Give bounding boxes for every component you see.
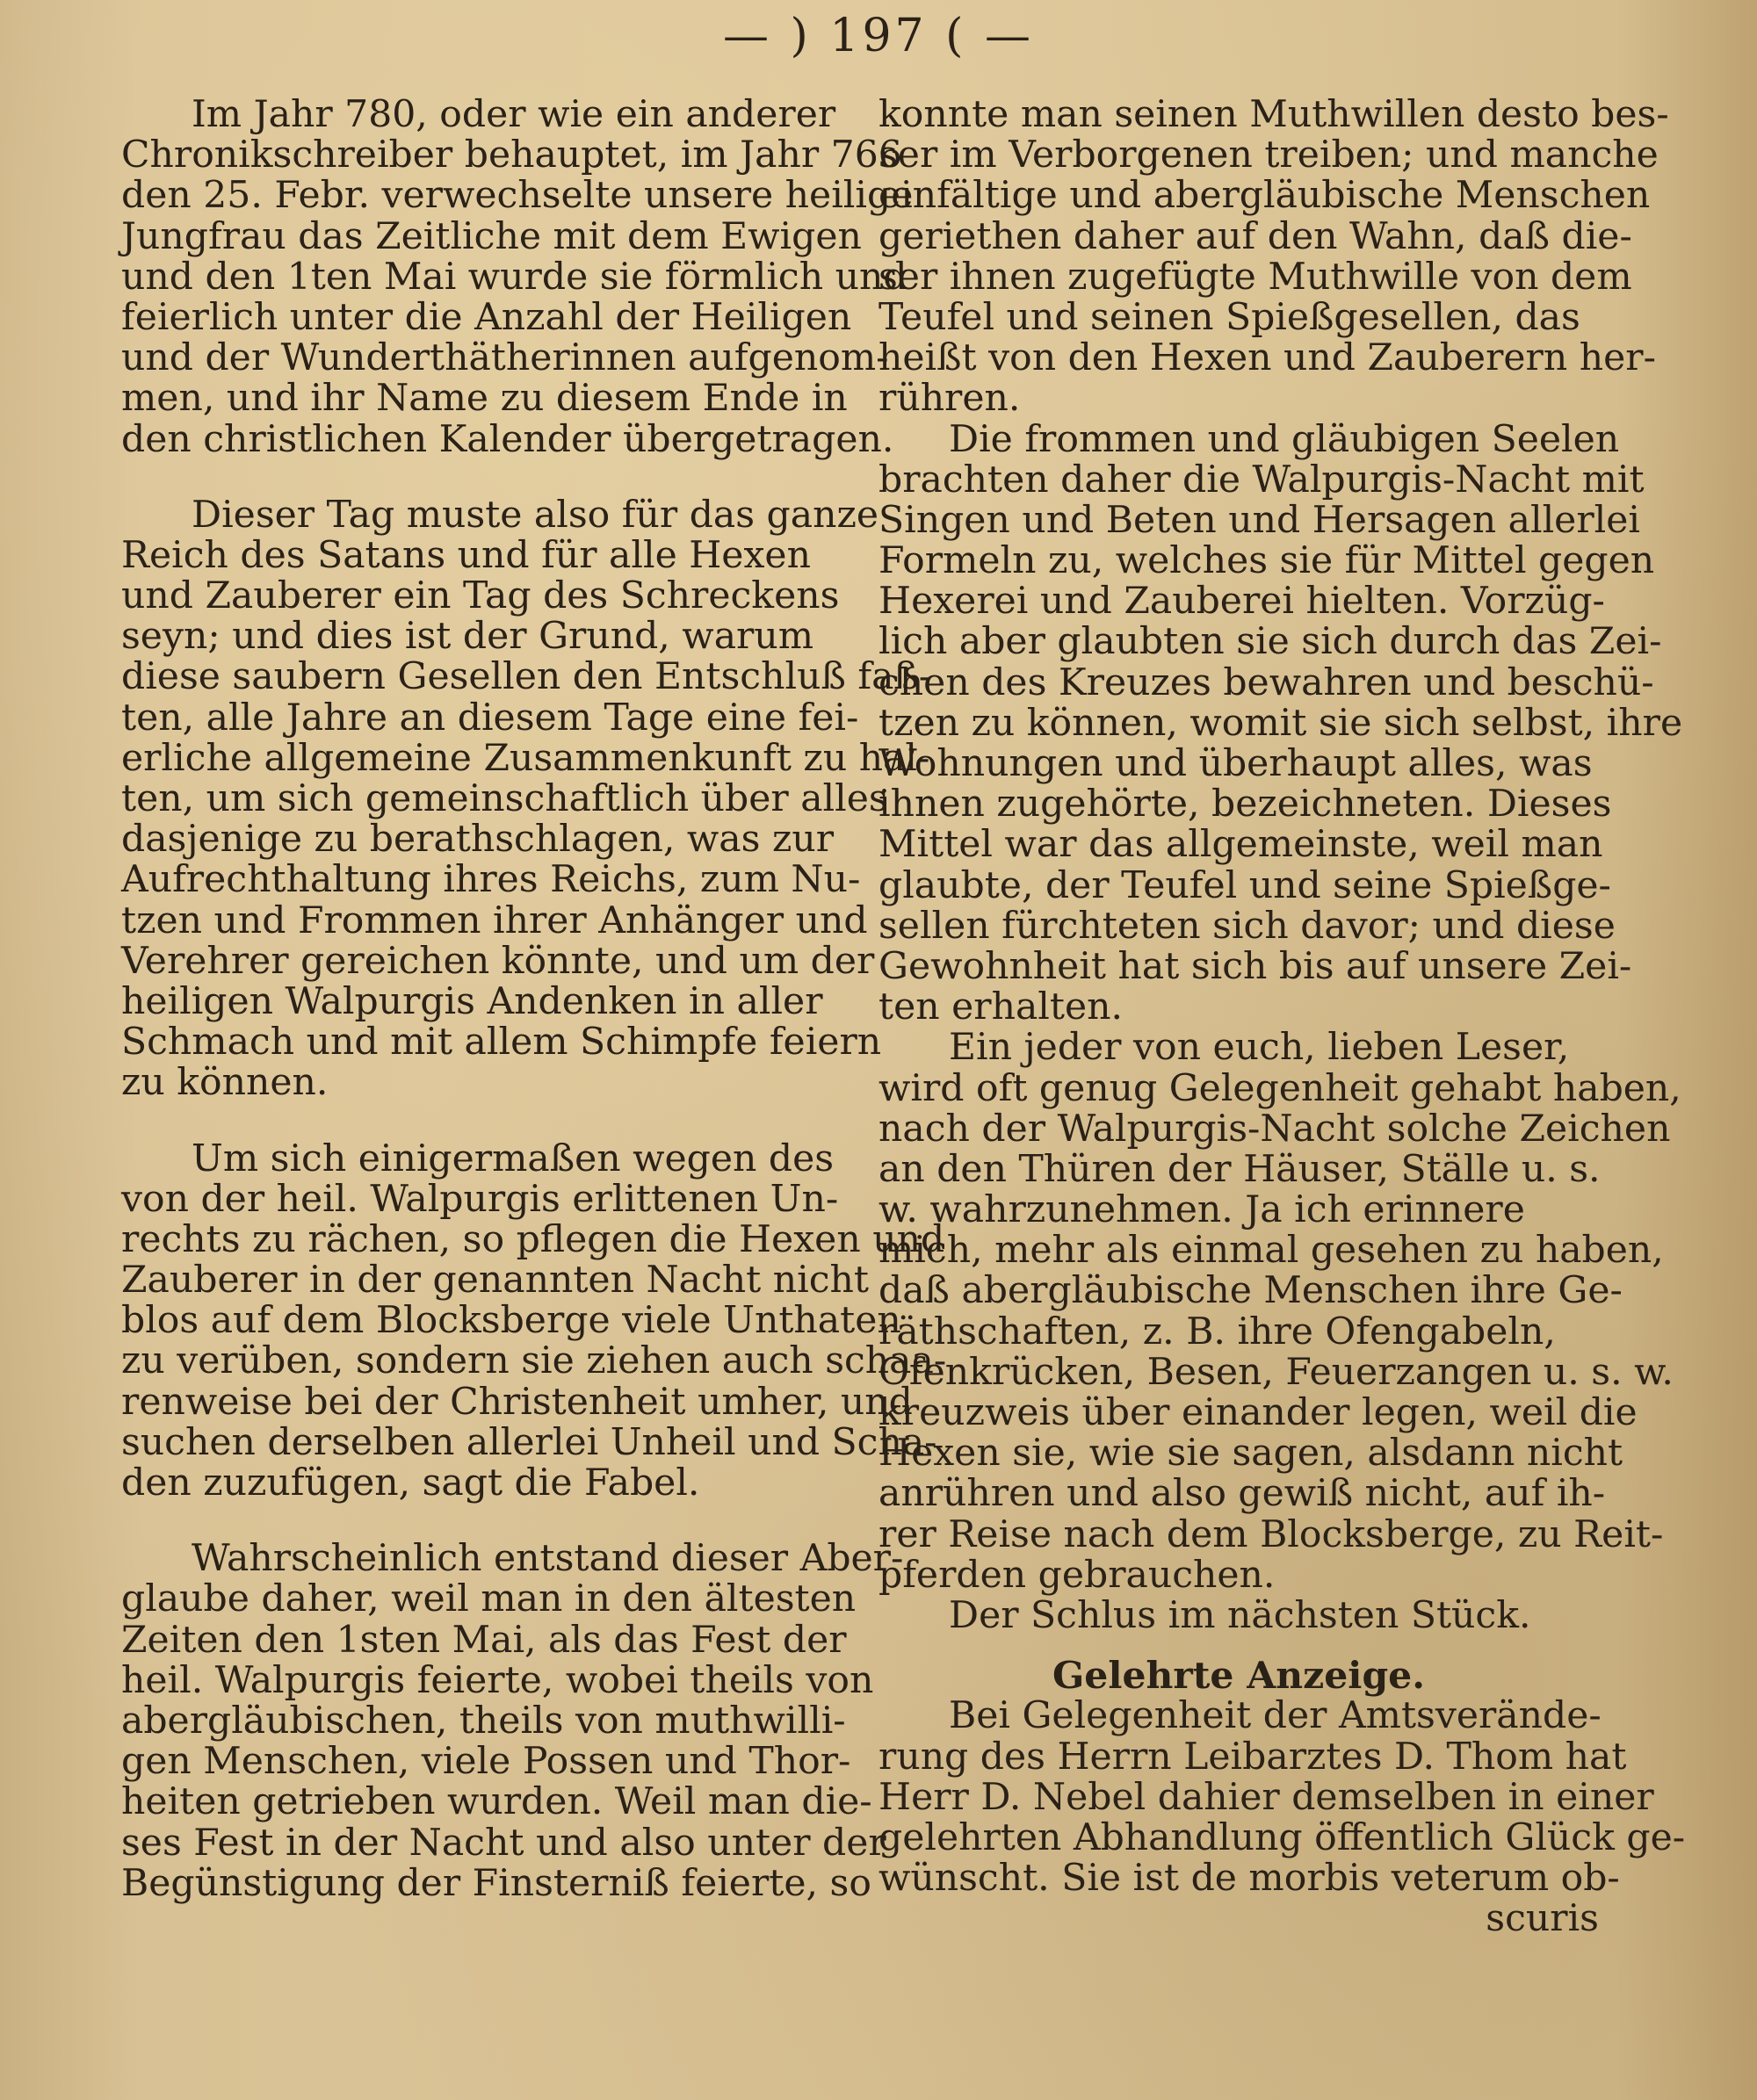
left-column (121, 93, 947, 1905)
right-column (878, 93, 1686, 1941)
text-line: Hexerei und Zauberei hielten. Vorzüg- (878, 580, 1605, 624)
continuation-note: Der Schlus im nächsten Stück. (949, 1593, 1531, 1637)
text-line: räthschaften, z. B. ihre Ofengabeln, (878, 1310, 1556, 1353)
text-line: blos auf dem Blocksberge viele Unthaten (121, 1299, 901, 1343)
text-line: Ein jeder von euch, lieben Leser, (949, 1026, 1570, 1070)
text-line: sellen fürchteten sich davor; und diese (878, 904, 1616, 948)
text-line: rung des Herrn Leibarztes D. Thom hat (878, 1735, 1627, 1779)
text-line: daß abergläubische Menschen ihre Ge- (878, 1269, 1623, 1313)
text-line: rer Reise nach dem Blocksberge, zu Reit- (878, 1512, 1664, 1556)
text-line: Formeln zu, welches sie für Mittel gegen (878, 539, 1655, 583)
paragraph (121, 493, 932, 1105)
text-line: Im Jahr 780, oder wie ein anderer (192, 93, 836, 136)
text-line: und Zauberer ein Tag des Schreckens (121, 574, 840, 618)
text-line: Mittel war das allgemeinste, weil man (878, 823, 1603, 867)
text-line: zu können. (121, 1061, 329, 1105)
notice-paragraph (878, 1694, 1686, 1941)
text-line: Hexen sie, wie sie sagen, alsdann nicht (878, 1432, 1623, 1476)
page-number-header: — ) 197 ( — (723, 10, 1034, 62)
text-line: kreuzweis über einander legen, weil die (878, 1391, 1638, 1434)
text-line: an den Thüren der Häuser, Ställe u. s. (878, 1147, 1601, 1191)
text-line: heiten getrieben wurden. Weil man die- (121, 1780, 872, 1824)
paragraph (121, 1537, 904, 1905)
text-line: wünscht. Sie ist de morbis veterum ob- (878, 1857, 1620, 1901)
text-line: Verehrer gereichen könnte, und um der (121, 939, 875, 983)
text-line: Wahrscheinlich entstand dieser Aber- (192, 1537, 904, 1581)
text-line: Um sich einigermaßen wegen des (192, 1137, 835, 1180)
text-line: und der Wunderthätherinnen aufgenom- (121, 336, 889, 380)
paragraph (121, 1137, 947, 1505)
text-line: konnte man seinen Muthwillen desto bes- (878, 93, 1669, 136)
text-line: Begünstigung der Finsterniß feierte, so (121, 1861, 871, 1905)
text-line: chen des Kreuzes bewahren und beschü- (878, 660, 1654, 704)
text-line: lich aber glaubten sie sich durch das Zei- (878, 620, 1662, 664)
text-line: Die frommen und gläubigen Seelen (949, 417, 1620, 461)
text-line: mich, mehr als einmal gesehen zu haben, (878, 1229, 1664, 1273)
text-line: glaubte, der Teufel und seine Spießge- (878, 863, 1611, 907)
paragraph (878, 93, 1669, 421)
text-line: Jungfrau das Zeitliche mit dem Ewigen (121, 214, 862, 258)
text-line: diese saubern Gesellen den Entschluß faß- (121, 655, 932, 699)
text-line: renweise bei der Christenheit umher, und (121, 1380, 913, 1424)
paragraph (878, 417, 1683, 1029)
text-line: ser ihnen zugefügte Muthwille von dem (878, 255, 1632, 299)
text-line: Zeiten den 1sten Mai, als das Fest der (121, 1618, 847, 1662)
text-line: seyn; und dies ist der Grund, warum (121, 615, 814, 659)
text-line: den christlichen Kalender übergetragen. (121, 417, 894, 461)
text-line: rechts zu rächen, so pflegen die Hexen und (121, 1217, 945, 1261)
text-line: suchen derselben allerlei Unheil und Scha- (121, 1420, 937, 1464)
text-line: heiligen Walpurgis Andenken in aller (121, 979, 823, 1023)
text-line: von der heil. Walpurgis erlittenen Un- (121, 1177, 839, 1221)
text-line: heil. Walpurgis feierte, wobei theils von (121, 1658, 874, 1702)
text-line: ihnen zugehörte, bezeichneten. Dieses (878, 783, 1612, 826)
text-line: rühren. (878, 377, 1021, 421)
text-line: Reich des Satans und für alle Hexen (121, 533, 811, 577)
text-line: erliche allgemeine Zusammenkunft zu hal- (121, 736, 930, 780)
text-line: den zuzufügen, sagt die Fabel. (121, 1461, 700, 1505)
text-line: anrühren und also gewiß nicht, auf ih- (878, 1472, 1606, 1516)
text-line: geriethen daher auf den Wahn, daß die- (878, 214, 1632, 258)
paragraph (121, 93, 914, 461)
notice-heading: Gelehrte Anzeige. (1052, 1654, 1426, 1699)
text-line: w. wahrzunehmen. Ja ich erinnere (878, 1188, 1525, 1232)
text-line: Ofenkrücken, Besen, Feuerzangen u. s. w. (878, 1350, 1674, 1394)
text-line: und den 1ten Mai wurde sie förmlich und (121, 255, 907, 299)
text-line: pferden gebrauchen. (878, 1553, 1276, 1597)
text-line: Teufel und seinen Spießgesellen, das (878, 295, 1580, 339)
text-line: Zauberer in der genannten Nacht nicht (121, 1259, 869, 1303)
text-line: Chronikschreiber behauptet, im Jahr 766 (121, 134, 902, 177)
text-line: Aufrechthaltung ihres Reichs, zum Nu- (121, 858, 861, 902)
text-line: Singen und Beten und Hersagen allerlei (878, 498, 1640, 542)
paragraph (878, 1026, 1681, 1597)
text-line: zu verüben, sondern sie ziehen auch schaa- (121, 1339, 947, 1383)
text-line: glaube daher, weil man in den ältesten (121, 1577, 857, 1621)
text-line: dasjenige zu berathschlagen, was zur (121, 818, 835, 862)
text-line: men, und ihr Name zu diesem Ende in (121, 377, 848, 421)
text-line: gen Menschen, viele Possen und Thor- (121, 1740, 851, 1784)
text-line: Wohnungen und überhaupt alles, was (878, 742, 1593, 785)
text-line: ten erhalten. (878, 985, 1123, 1029)
text-line: einfältige und abergläubische Menschen (878, 174, 1651, 218)
text-line: nach der Walpurgis-Nacht solche Zeichen (878, 1107, 1671, 1151)
text-line: ses Fest in der Nacht und also unter der (121, 1821, 886, 1865)
text-line: tzen und Frommen ihrer Anhänger und (121, 898, 868, 942)
text-line: abergläubischen, theils von muthwilli- (121, 1699, 846, 1743)
text-line: heißt von den Hexen und Zauberern her- (878, 336, 1656, 380)
text-line: Dieser Tag muste also für das ganze (192, 493, 879, 537)
text-line: tzen zu können, womit sie sich selbst, ihre (878, 701, 1683, 745)
text-line: den 25. Febr. verwechselte unsere heilige (121, 174, 914, 218)
text-line: feierlich unter die Anzahl der Heiligen (121, 295, 852, 339)
text-line: ten, um sich gemeinschaftlich über alles (121, 777, 888, 820)
text-line: Schmach und mit allem Schimpfe feiern (121, 1021, 882, 1064)
text-line: scuris (1486, 1897, 1599, 1941)
text-line: Herr D. Nebel dahier demselben in einer (878, 1775, 1654, 1819)
text-line: wird oft genug Gelegenheit gehabt haben, (878, 1066, 1681, 1110)
text-line: gelehrten Abhandlung öffentlich Glück ge- (878, 1815, 1686, 1859)
text-line: Bei Gelegenheit der Amtsverände- (949, 1694, 1602, 1738)
text-line: brachten daher die Walpurgis-Nacht mit (878, 458, 1645, 502)
text-line: Gewohnheit hat sich bis auf unsere Zei- (878, 944, 1632, 988)
text-line: ten, alle Jahre an diesem Tage eine fei- (121, 696, 859, 740)
text-line: ser im Verborgenen treiben; und manche (878, 134, 1659, 177)
